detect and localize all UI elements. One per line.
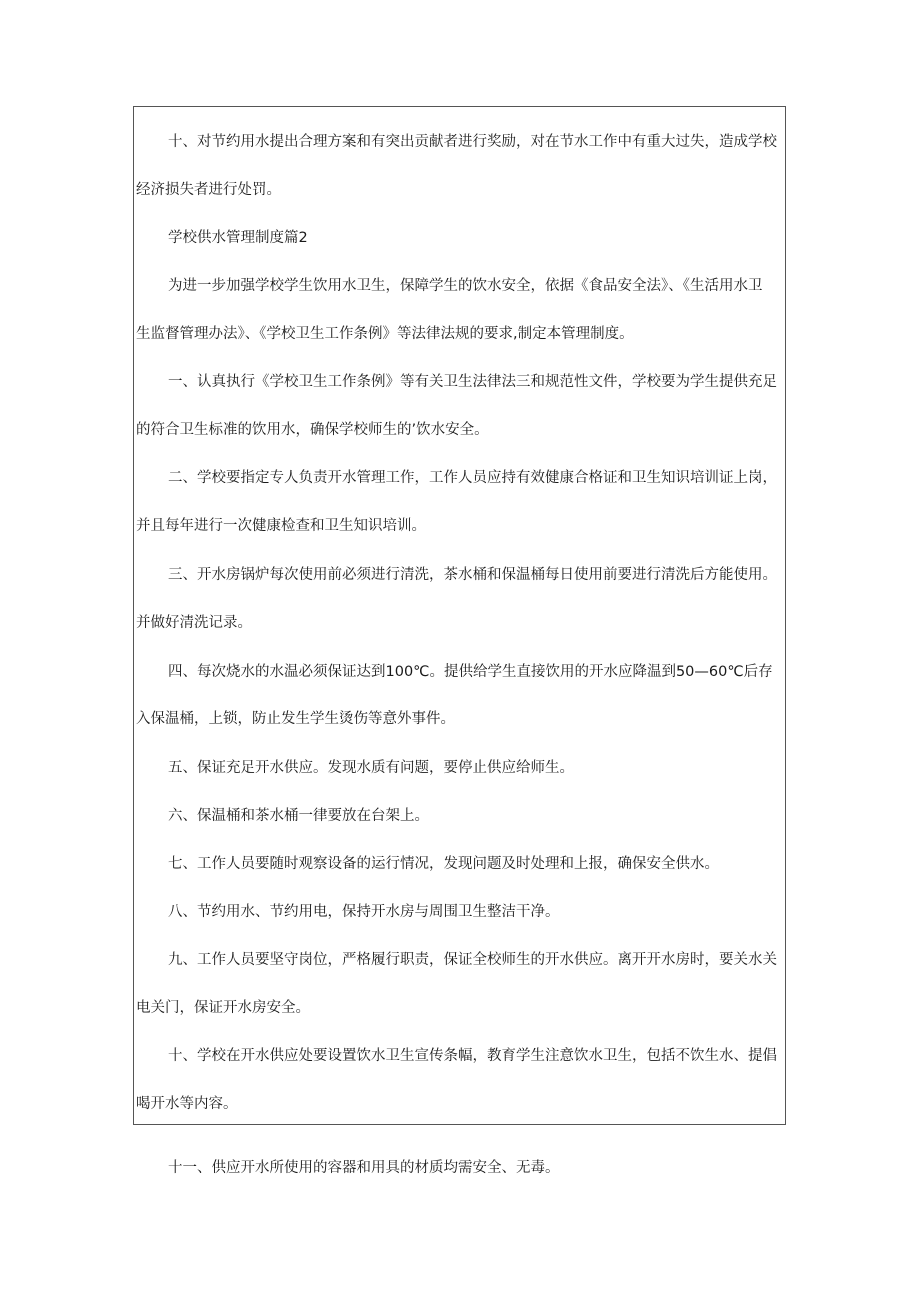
paragraph-line: 八、节约用水、节约用电，保持开水房与周围卫生整洁干净。 [168, 904, 560, 920]
paragraph-line: 六、保温桶和茶水桶一律要放在台架上。 [168, 808, 429, 824]
section-heading: 学校供水管理制度篇2 [168, 230, 308, 246]
paragraph-line: 十一、供应开水所使用的容器和用具的材质均需安全、无毒。 [168, 1160, 560, 1176]
paragraph-line: 一、认真执行《学校卫生工作条例》等有关卫生法律法三和规范性文件，学校要为学生提供充足 [168, 374, 777, 390]
paragraph-line: 电关门，保证开水房安全。 [136, 1000, 310, 1016]
paragraph-line: 四、每次烧水的水温必须保证达到100℃。提供给学生直接饮用的开水应降温到50—60℃后存 [168, 664, 773, 680]
paragraph-line: 十、学校在开水供应处要设置饮水卫生宣传条幅，教育学生注意饮水卫生，包括不饮生水、提倡 [168, 1048, 777, 1064]
paragraph-line: 经济损失者进行处罚。 [136, 182, 281, 198]
paragraph-line: 七、工作人员要随时观察设备的运行情况，发现问题及时处理和上报，确保安全供水。 [168, 856, 719, 872]
paragraph-line: 入保温桶，上锁，防止发生学生烫伤等意外事件。 [136, 711, 455, 727]
paragraph-line: 五、保证充足开水供应。发现水质有问题，要停止供应给师生。 [168, 760, 574, 776]
paragraph-line: 为进一步加强学校学生饮用水卫生，保障学生的饮水安全，依据《食品安全法》、《生活用水卫 [168, 278, 763, 294]
paragraph-line: 生监督管理办法》、《学校卫生工作条例》等法律法规的要求,制定本管理制度。 [136, 326, 634, 342]
paragraph-line: 十、对节约用水提出合理方案和有突出贡献者进行奖励，对在节水工作中有重大过失，造成学校 [168, 134, 777, 150]
paragraph-line: 喝开水等内容。 [136, 1096, 238, 1112]
paragraph-line: 九、工作人员要坚守岗位，严格履行职责，保证全校师生的开水供应。离开开水房时，要关水关 [168, 952, 777, 968]
paragraph-line: 并且每年进行一次健康检查和卫生知识培训。 [136, 518, 426, 534]
paragraph-line: 二、学校要指定专人负责开水管理工作，工作人员应持有效健康合格证和卫生知识培训证上岗， [168, 470, 777, 486]
paragraph-line: 的符合卫生标准的饮用水，确保学校师生的’饮水安全。 [136, 422, 489, 438]
paragraph-line: 三、开水房锅炉每次使用前必须进行清洗，茶水桶和保温桶每日使用前要进行清洗后方能使用。 [168, 567, 777, 583]
paragraph-line: 并做好清洗记录。 [136, 615, 252, 631]
